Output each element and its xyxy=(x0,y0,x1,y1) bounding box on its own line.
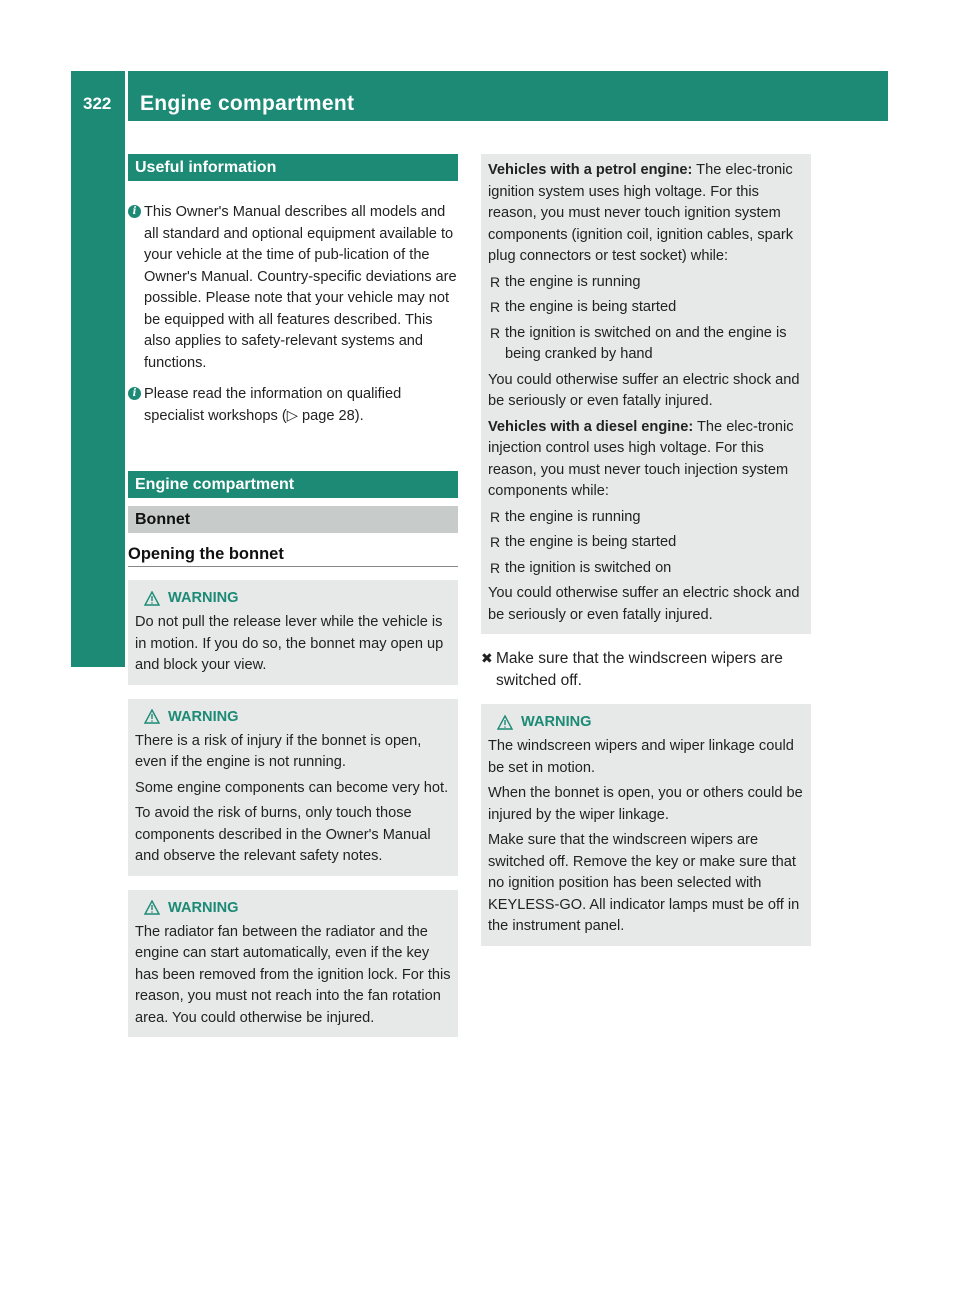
list-item-text: the engine is being started xyxy=(505,534,677,550)
bonnet-heading: Bonnet xyxy=(128,506,458,533)
right-column xyxy=(481,154,811,946)
left-column xyxy=(128,154,458,1037)
list-item xyxy=(488,297,804,319)
bullet-mark: R xyxy=(490,273,501,290)
page-header xyxy=(71,71,888,121)
warning-text: Do not pull the release lever while the vehicle is in motion. If you do so, the bonnet may open up and block your view. xyxy=(135,614,444,673)
list-item-text: the ignition is switched on and the engine is being cranked by hand xyxy=(505,324,787,362)
warning-triangle-icon xyxy=(497,715,513,730)
warning-label: WARNING xyxy=(168,708,239,725)
step-text: Make sure that the windscreen wipers are switched off. xyxy=(496,650,783,689)
info-note-1 xyxy=(128,202,458,374)
list-item-text: the ignition is switched on xyxy=(505,559,672,576)
warning-label: WARNING xyxy=(168,899,239,916)
bullet-mark: R xyxy=(490,299,501,315)
warning-title xyxy=(135,898,451,918)
engine-compartment-heading: Engine compartment xyxy=(128,471,458,498)
list-item xyxy=(488,323,804,366)
list-item xyxy=(488,272,804,294)
diesel-paragraph xyxy=(488,417,804,503)
warning-title xyxy=(488,712,804,732)
list-item-text: the engine is running xyxy=(505,273,641,290)
warning-title xyxy=(135,707,451,727)
warning-box-3 xyxy=(128,890,458,1038)
info-icon: i xyxy=(128,387,141,400)
warning-box-1 xyxy=(128,580,458,685)
page-number: 322 xyxy=(83,94,112,113)
bullet-mark: R xyxy=(490,324,501,341)
opening-bonnet-heading: Opening the bonnet xyxy=(128,545,458,567)
list-item-text: the engine is running xyxy=(505,508,641,525)
info-note-2-text: Please read the information on qualified specialist workshops (▷ page 28). xyxy=(144,386,402,424)
bullet-mark: R xyxy=(490,559,501,576)
warning-triangle-icon xyxy=(144,709,160,724)
warning-text: The windscreen wipers and wiper linkage could be set in motion. xyxy=(488,738,794,776)
list-item xyxy=(488,507,804,529)
warning-title xyxy=(135,588,451,608)
list-item-text: the engine is being started xyxy=(505,299,677,315)
warning-text: Make sure that the windscreen wipers are switched off. Remove the key or make sure that no ignition position has been selected with KEYLESS-GO. All indicator lamps must be off in the instrument panel. xyxy=(488,832,800,934)
info-icon: i xyxy=(128,205,141,218)
warning-label: WARNING xyxy=(168,590,239,606)
petrol-text: The elec-tronic ignition system uses high voltage. For this reason, you must never touch ignition system components (ignition coil, ignition cables, spark plug connectors or test socket) while: xyxy=(488,162,794,264)
warning-label: WARNING xyxy=(521,714,592,730)
diesel-text: The elec-tronic injection control uses high voltage. For this reason, you must never touch injection system components while: xyxy=(488,418,794,499)
diesel-after: You could otherwise suffer an electric shock and be seriously or even fatally injured. xyxy=(488,585,800,623)
petrol-paragraph xyxy=(488,160,804,268)
diesel-lead: Vehicles with a diesel engine: xyxy=(488,418,694,435)
high-voltage-box xyxy=(481,154,811,634)
warning-triangle-icon xyxy=(144,900,160,915)
header-divider xyxy=(125,71,128,121)
warning-text: The radiator fan between the radiator and the engine can start automatically, even if the key has been removed from the ignition lock. For this reason, you must not reach into the fan rotation area. You could otherwise be injured. xyxy=(135,923,451,1026)
warning-text: There is a risk of injury if the bonnet is open, even if the engine is not running. xyxy=(135,732,422,770)
list-item xyxy=(488,558,804,580)
info-note-2 xyxy=(128,384,458,427)
bullet-mark: R xyxy=(490,534,501,550)
instruction-step xyxy=(481,648,811,691)
warning-triangle-icon xyxy=(144,591,160,606)
bullet-mark: R xyxy=(490,508,501,525)
list-item xyxy=(488,532,804,554)
info-note-1-text: This Owner's Manual describes all models and all standard and optional equipment available to your vehicle at the time of pub-lication of the Owner's Manual. Country-specific deviations are possible. Please note that your vehicle may not be equipped with all features described. This also applies to safety-relevant systems and functions. xyxy=(144,204,457,371)
useful-info-heading: Useful information xyxy=(128,154,458,181)
petrol-after: You could otherwise suffer an electric shock and be seriously or even fatally injured. xyxy=(488,371,800,409)
petrol-lead: Vehicles with a petrol engine: xyxy=(488,162,693,178)
warning-text: Some engine components can become very hot. xyxy=(135,779,449,796)
warning-box-2 xyxy=(128,699,458,876)
warning-box-4 xyxy=(481,704,811,946)
warning-text: To avoid the risk of burns, only touch those components described in the Owner's Manual and observe the relevant safety notes. xyxy=(135,805,431,864)
chapter-label: Maintenance and care xyxy=(87,441,108,640)
warning-text: When the bonnet is open, you or others could be injured by the wiper linkage. xyxy=(488,785,803,823)
step-arrow-icon: ✖ xyxy=(481,650,493,666)
page-title: Engine compartment xyxy=(140,92,355,115)
